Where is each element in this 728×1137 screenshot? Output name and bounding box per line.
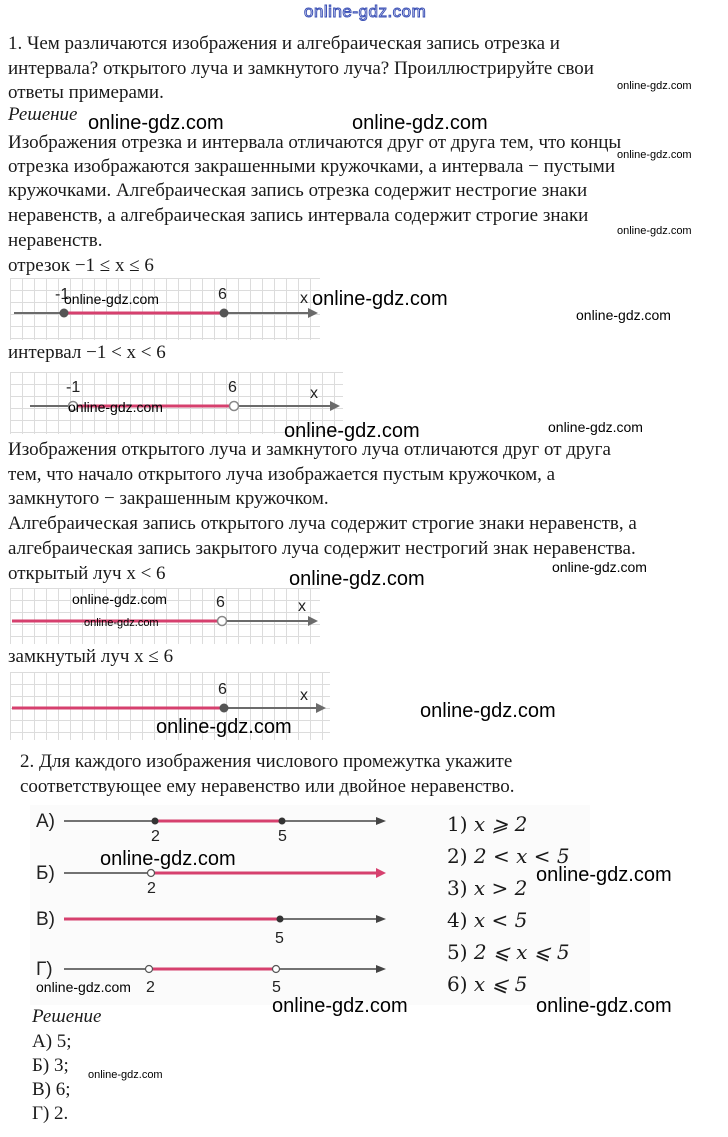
- option-6-expr: x ⩽ 5: [473, 972, 528, 996]
- fig-a-arrow: [376, 817, 386, 825]
- option-1: [447, 812, 527, 836]
- q1-line-3: ответы примерами.: [8, 82, 164, 103]
- watermark: online-gdz.com: [88, 112, 224, 134]
- fig-c-tick: 5: [275, 930, 284, 947]
- fig-d-left-tick: 2: [146, 979, 155, 996]
- q2-answer-d: Г) 2.: [32, 1103, 69, 1124]
- option-5-expr: 2 ⩽ x ⩽ 5: [473, 940, 570, 964]
- watermark-top: online-gdz.com: [304, 2, 427, 21]
- fig-d-arrow: [376, 965, 386, 973]
- watermark: online-gdz.com: [36, 979, 131, 995]
- interval-axis-label: x: [310, 385, 318, 402]
- q1-line-1: 1. Чем различаются изображения и алгебраическая запись отрезка и: [8, 33, 560, 54]
- q1-answer1-line-1: Изображения отрезка и интервала отличаются друг от друга тем, что концы: [8, 132, 622, 153]
- fig-b-label: Б): [36, 863, 55, 884]
- watermark: online-gdz.com: [156, 716, 292, 738]
- q1-line-2: интервала? открытого луча и замкнутого луча? Проиллюстрируйте свои: [8, 58, 594, 79]
- q1-answer2-line-2: тем, что начало открытого луча изображается пустым кружочком, а: [8, 464, 556, 485]
- option-1-expr: x ⩾ 2: [473, 812, 528, 836]
- watermark: online-gdz.com: [552, 559, 647, 575]
- segment-left-point: [60, 309, 69, 318]
- q2-line-2: соответствующее ему неравенство или двойное неравенство.: [20, 776, 515, 797]
- open-ray-tick-label: 6: [216, 594, 225, 611]
- watermark: online-gdz.com: [88, 1069, 163, 1081]
- q2-answer-a: А) 5;: [32, 1031, 72, 1052]
- watermark: online-gdz.com: [284, 420, 420, 442]
- fig-a-right-point: [279, 818, 286, 825]
- segment-left-tick-label: -1: [55, 286, 70, 303]
- option-6: [447, 972, 527, 996]
- fig-a-left-point: [152, 818, 159, 825]
- fig-d-label: Г): [36, 959, 53, 980]
- q2-line-1: 2. Для каждого изображения числового промежутка укажите: [20, 751, 513, 772]
- interval-left-tick-label: -1: [66, 379, 81, 396]
- fig-c-arrow: [376, 915, 386, 923]
- closed-ray-tick-label: 6: [218, 681, 227, 698]
- q1-answer1-line-3: кружочками. Алгебраическая запись отрезка содержит нестрогие знаки: [8, 180, 588, 201]
- watermark: online-gdz.com: [548, 419, 643, 435]
- fig-a-right-tick: 5: [278, 828, 287, 845]
- q2-solution-label: Решение: [32, 1006, 102, 1027]
- fig-d-right-point: [273, 966, 280, 973]
- option-4-num: 4): [447, 908, 468, 932]
- watermark: online-gdz.com: [84, 617, 159, 629]
- closed-ray-point: [220, 704, 229, 713]
- watermark: online-gdz.com: [272, 995, 408, 1017]
- watermark: online-gdz.com: [64, 291, 159, 307]
- fig-c-point: [277, 916, 284, 923]
- fig-d-right-tick: 5: [272, 979, 281, 996]
- fig-b-arrow: [376, 868, 386, 878]
- fig-a-label: А): [36, 811, 55, 832]
- option-2-num: 2): [447, 844, 468, 868]
- interval-right-point: [230, 402, 239, 411]
- option-4-expr: x < 5: [473, 908, 528, 932]
- open-ray-axis-label: x: [298, 598, 306, 615]
- watermark: online-gdz.com: [617, 80, 692, 92]
- watermark: online-gdz.com: [352, 112, 488, 134]
- open-ray-label: открытый луч x < 6: [8, 563, 166, 584]
- segment-right-tick-label: 6: [218, 286, 227, 303]
- segment-label: отрезок −1 ≤ x ≤ 6: [8, 255, 154, 276]
- open-ray-arrow: [308, 616, 318, 626]
- watermark: online-gdz.com: [312, 288, 448, 310]
- option-6-num: 6): [447, 972, 468, 996]
- segment-right-point: [220, 309, 229, 318]
- watermark: online-gdz.com: [420, 700, 556, 722]
- interval-arrow: [330, 401, 340, 411]
- q1-answer1-line-2: отрезка изображаются закрашенными кружочками, а интервала − пустыми: [8, 156, 615, 177]
- watermark: online-gdz.com: [289, 568, 425, 590]
- option-3-num: 3): [447, 876, 468, 900]
- fig-a-left-tick: 2: [151, 828, 160, 845]
- watermark: online-gdz.com: [617, 225, 692, 237]
- watermark: online-gdz.com: [536, 864, 672, 886]
- watermark: online-gdz.com: [100, 848, 236, 870]
- q1-answer2-line-3: замкнутого − закрашенным кружочком.: [8, 488, 329, 509]
- watermark: online-gdz.com: [617, 149, 692, 161]
- q1-solution-label: Решение: [8, 104, 78, 125]
- segment-diagram: [10, 278, 320, 340]
- q2-answer-c: В) 6;: [32, 1079, 71, 1100]
- option-2-expr: 2 < x < 5: [473, 844, 570, 868]
- watermark: online-gdz.com: [72, 591, 167, 607]
- q1-answer1-line-5: неравенств.: [8, 230, 103, 251]
- q1-answer2-line-1: Изображения открытого луча и замкнутого луча отличаются друг от друга: [8, 439, 611, 460]
- fig-b-tick: 2: [147, 880, 156, 897]
- q1-answer1-line-4: неравенств, а алгебраическая запись интервала содержит строгие знаки: [8, 205, 589, 226]
- segment-axis-label: x: [300, 290, 308, 307]
- open-ray-point: [218, 617, 227, 626]
- closed-ray-label: замкнутый луч x ≤ 6: [8, 646, 174, 667]
- interval-label: интервал −1 < x < 6: [8, 342, 166, 363]
- closed-ray-axis-label: x: [300, 687, 308, 704]
- option-3: [447, 876, 527, 900]
- q1-answer2-line-5: алгебраическая запись закрытого луча содержит нестрогий знак неравенства.: [8, 538, 636, 559]
- closed-ray-arrow: [316, 703, 326, 713]
- option-5: [447, 940, 570, 964]
- fig-d-left-point: [146, 966, 153, 973]
- watermark: online-gdz.com: [576, 307, 671, 323]
- watermark: online-gdz.com: [536, 995, 672, 1017]
- q2-answer-b: Б) 3;: [32, 1055, 69, 1076]
- q1-answer2-line-4: Алгебраическая запись открытого луча содержит строгие знаки неравенств, а: [8, 513, 637, 534]
- fig-c-label: В): [36, 909, 55, 930]
- option-5-num: 5): [447, 940, 468, 964]
- option-4: [447, 908, 527, 932]
- watermark: online-gdz.com: [68, 399, 163, 415]
- option-3-expr: x > 2: [473, 876, 528, 900]
- option-1-num: 1): [447, 812, 468, 836]
- interval-right-tick-label: 6: [228, 379, 237, 396]
